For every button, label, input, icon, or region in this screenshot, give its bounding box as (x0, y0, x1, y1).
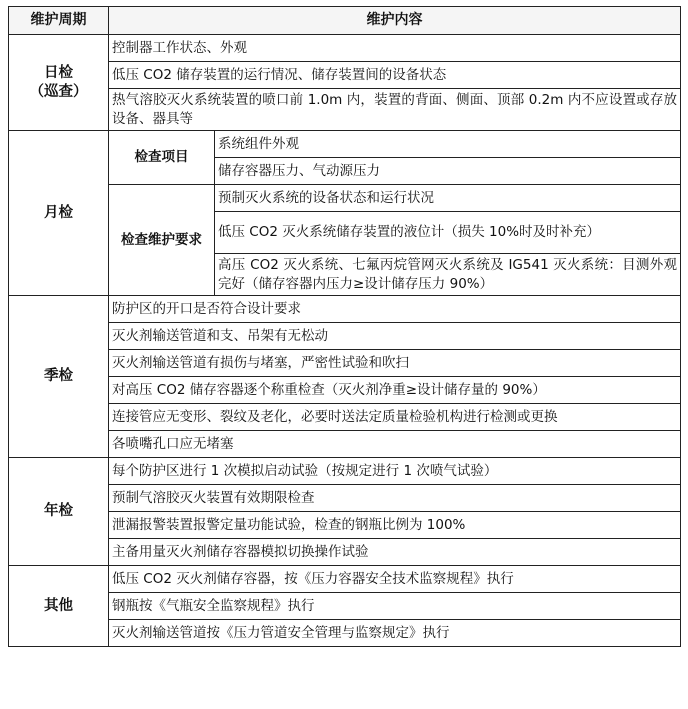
content-cell: 灭火剂输送管道有损伤与堵塞，严密性试验和吹扫 (109, 350, 681, 377)
header-row (9, 7, 681, 35)
content-cell: 低压 CO2 灭火系统储存装置的液位计（损失 10%时及时补充） (215, 212, 681, 254)
content-cell: 灭火剂输送管道和支、吊架有无松动 (109, 323, 681, 350)
check-items-label: 检查项目 (109, 131, 215, 185)
table-row (9, 404, 681, 431)
content-cell: 储存容器压力、气动源压力 (215, 158, 681, 185)
period-label: 日检 (44, 64, 73, 81)
content-cell: 对高压 CO2 储存容器逐个称重检查（灭火剂净重≥设计储存量的 90%） (109, 377, 681, 404)
period-cell-yearly: 年检 (9, 458, 109, 566)
period-cell-monthly: 月检 (9, 131, 109, 296)
table-row (9, 593, 681, 620)
content-cell: 灭火剂输送管道按《压力管道安全管理与监察规定》执行 (109, 620, 681, 647)
content-cell: 系统组件外观 (215, 131, 681, 158)
content-cell: 泄漏报警装置报警定量功能试验，检查的钢瓶比例为 100% (109, 512, 681, 539)
table-row (9, 323, 681, 350)
table-row (9, 620, 681, 647)
table-row (9, 539, 681, 566)
content-cell: 预制灭火系统的设备状态和运行状况 (215, 185, 681, 212)
content-cell: 高压 CO2 灭火系统、七氟丙烷管网灭火系统及 IG541 灭火系统：目测外观完好（储存容器内压力≥设计储存压力 90%） (215, 254, 681, 296)
period-note: （巡查） (29, 83, 88, 100)
content-cell: 低压 CO2 灭火剂储存容器，按《压力容器安全技术监察规程》执行 (109, 566, 681, 593)
table-row (9, 458, 681, 485)
content-cell: 防护区的开口是否符合设计要求 (109, 296, 681, 323)
period-cell-daily (9, 35, 109, 131)
content-cell: 低压 CO2 储存装置的运行情况、储存装置间的设备状态 (109, 62, 681, 89)
content-cell: 连接管应无变形、裂纹及老化，必要时送法定质量检验机构进行检测或更换 (109, 404, 681, 431)
period-cell-other: 其他 (9, 566, 109, 647)
table-row (9, 185, 681, 212)
table-row (9, 350, 681, 377)
content-cell: 每个防护区进行 1 次模拟启动试验（按规定进行 1 次喷气试验） (109, 458, 681, 485)
content-cell: 主备用量灭火剂储存容器模拟切换操作试验 (109, 539, 681, 566)
content-cell: 热气溶胶灭火系统装置的喷口前 1.0m 内，装置的背面、侧面、顶部 0.2m 内不应设置或存放设备、器具等 (109, 89, 681, 131)
content-header: 维护内容 (109, 7, 681, 35)
table-row (9, 377, 681, 404)
table-row (9, 566, 681, 593)
table-row (9, 431, 681, 458)
maintenance-table (8, 6, 681, 647)
content-cell: 控制器工作状态、外观 (109, 35, 681, 62)
content-cell: 钢瓶按《气瓶安全监察规程》执行 (109, 593, 681, 620)
table-row (9, 296, 681, 323)
period-cell-quarterly: 季检 (9, 296, 109, 458)
table-row (9, 35, 681, 62)
period-header: 维护周期 (9, 7, 109, 35)
table-row (9, 485, 681, 512)
table-row (9, 62, 681, 89)
requirements-label: 检查维护要求 (109, 185, 215, 296)
content-cell: 预制气溶胶灭火装置有效期限检查 (109, 485, 681, 512)
content-cell: 各喷嘴孔口应无堵塞 (109, 431, 681, 458)
table-row (9, 512, 681, 539)
table-row (9, 131, 681, 158)
table-row (9, 89, 681, 131)
